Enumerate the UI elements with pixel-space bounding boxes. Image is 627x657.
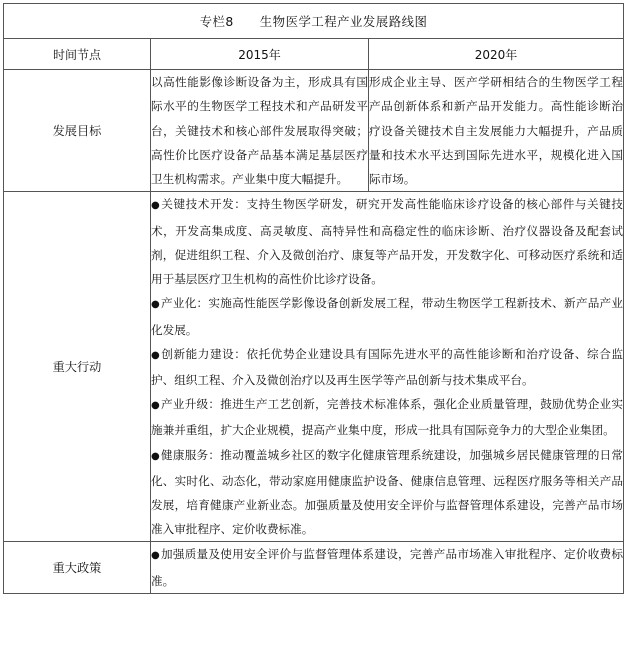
action-item-text: 产业升级：推进生产工艺创新，完善技术标准体系，强化企业质量管理，鼓励优势企业实施兼并重组，扩大企业规模，提高产业集中度，形成一批具有国际竞争力的大型企业集团。 (151, 397, 623, 438)
action-item-upgrade (151, 392, 623, 442)
goals-2020-text: 形成企业主导、医产学研相结合的生物医学工程产品创新体系和新产品开发能力。高性能诊断治疗设备关键技术自主发展能力大幅提升，产品质量和技术水平达到国际先进水平，规模化进入国际市场。 (369, 70, 624, 192)
action-item-industrialization (151, 291, 623, 341)
title-text: 生物医学工程产业发展路线图 (259, 14, 428, 29)
actions-label: 重大行动 (4, 192, 151, 542)
bullet-icon: ● (151, 550, 160, 562)
bullet-icon: ● (151, 299, 160, 311)
policies-row (4, 542, 624, 593)
goals-2015-text: 以高性能影像诊断设备为主，形成具有国际水平的生物医学工程技术和产品研发平台，关键技术和核心部件发展取得突破；高性价比医疗设备产品基本满足基层医疗卫生机构需求。产业集中度大幅提升。 (151, 70, 369, 192)
action-item-health-service (151, 443, 623, 542)
goals-label: 发展目标 (4, 70, 151, 192)
policies-label: 重大政策 (4, 542, 151, 593)
table-title (4, 4, 624, 39)
policies-text: 加强质量及使用安全评价与监督管理体系建设，完善产品市场准入审批程序、定价收费标准。 (151, 547, 623, 588)
goals-row (4, 70, 624, 192)
action-item-text: 关键技术开发：支持生物医学研发，研究开发高性能临床诊疗设备的核心部件与关键技术，开发高集成度、高灵敏度、高特异性和高稳定性的临床诊断、治疗仪器设备及配套试剂，促进组织工程、介入及微创治疗、康复等产品开发，开发数字化、可移动医疗系统和适用于基层医疗卫生机构的高性价比诊疗设备。 (151, 197, 623, 287)
bullet-icon: ● (151, 349, 161, 361)
roadmap-table (3, 3, 624, 594)
policies-content (151, 542, 624, 593)
title-row (4, 4, 624, 39)
actions-content (151, 192, 624, 542)
header-2020: 2020年 (369, 39, 624, 70)
action-item-innovation (151, 342, 623, 392)
title-number: 专栏8 (199, 14, 234, 29)
action-item-text: 创新能力建设：依托优势企业建设具有国际先进水平的高性能诊断和治疗设备、综合监护、组织工程、介入及微创治疗以及再生医学等产品创新与技术集成平台。 (151, 346, 623, 387)
action-item-text: 健康服务：推动覆盖城乡社区的数字化健康管理系统建设，加强城乡居民健康管理的日常化、实时化、动态化，带动家庭用健康监护设备、健康信息管理、远程医疗服务等相关产品发展，培育健康产业新业态。加强质量及使用安全评价与监督管理体系建设，完善产品市场准入审批程序、定价收费标准。 (151, 447, 623, 537)
bullet-icon: ● (151, 400, 160, 412)
header-2015: 2015年 (151, 39, 369, 70)
bullet-icon: ● (151, 200, 161, 212)
bullet-icon: ● (151, 450, 160, 462)
actions-row (4, 192, 624, 542)
action-item-key-tech (151, 192, 623, 291)
header-row (4, 39, 624, 70)
header-time-node: 时间节点 (4, 39, 151, 70)
action-item-text: 产业化：实施高性能医学影像设备创新发展工程，带动生物医学工程新技术、新产品产业化发展。 (151, 296, 623, 337)
